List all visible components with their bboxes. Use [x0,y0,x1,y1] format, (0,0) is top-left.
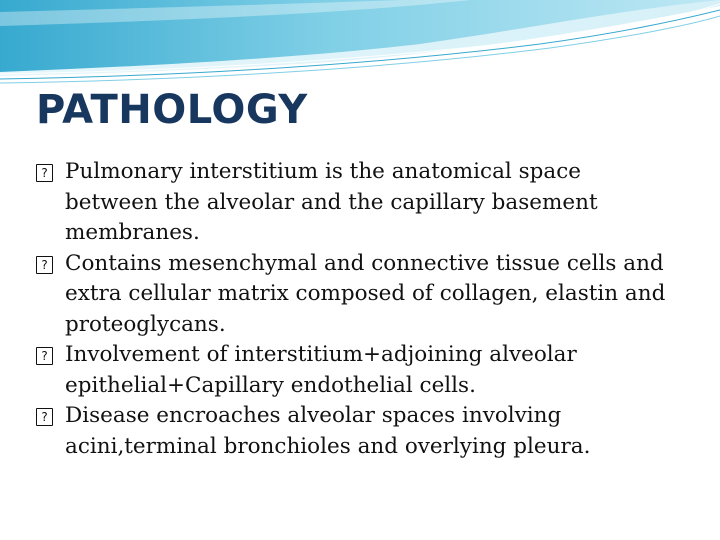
bullet-text: Pulmonary interstitium is the anatomical space between the alveolar and the capillary basement membranes. [65,159,598,245]
bullet-text: Involvement of interstitium+adjoining alveolar epithelial+Capillary endothelial cells. [65,342,577,398]
bullet-item [36,249,676,341]
slide-title: PATHOLOGY [36,87,308,133]
bullet-item [36,157,676,249]
bullet-text: Disease encroaches alveolar spaces involving acini,terminal bronchioles and overlying pleura. [65,403,591,459]
missing-glyph-icon: ? [36,408,53,426]
bullet-text: Contains mesenchymal and connective tissue cells and extra cellular matrix composed of collagen, elastin and proteoglycans. [65,250,666,337]
missing-glyph-icon: ? [36,347,53,365]
bullet-list [36,157,676,462]
bullet-item [36,401,676,462]
decorative-wave-header [0,0,720,90]
missing-glyph-icon: ? [36,256,53,274]
bullet-item [36,340,676,401]
missing-glyph-icon: ? [36,164,53,182]
